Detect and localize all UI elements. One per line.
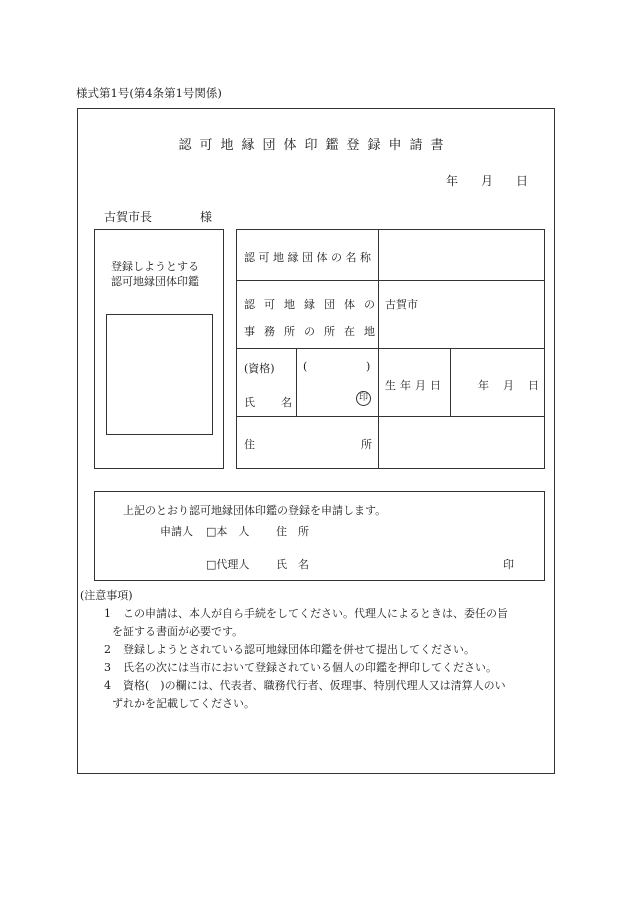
address-label-first-char: 住 [244,438,255,451]
name-label-first-char: 氏 [244,396,255,409]
applicant-label: 申請人 [160,525,193,538]
self-checkbox-option[interactable]: □本 人 [206,525,250,538]
date-month-label: 月 [481,174,494,188]
note-number: 4 [104,679,111,692]
birthdate-day-label: 日 [528,379,539,392]
note-text-continued: を証する書面が必要です。 [112,625,244,638]
addressee-honorific: 様 [200,210,213,224]
seal-impression-area[interactable] [106,314,213,435]
notes-heading: (注意事項) [80,589,133,602]
note-text: この申請は、本人が自ら手続をしてください。代理人によるときは、委任の旨 [123,607,508,620]
qualification-paren-close: ) [366,360,371,373]
org-name-label: 認可地縁団体の名称 [244,251,375,264]
org-name-field[interactable] [386,249,536,265]
note-text: 登録しようとされている認可地縁団体印鑑を併せて提出してください。 [123,643,475,656]
table-rule [236,280,545,281]
note-text: 氏名の次には当市において登録されている個人の印鑑を押印してください。 [123,661,497,674]
birthdate-year-label: 年 [478,379,489,392]
birthdate-month-label: 月 [503,379,514,392]
table-rule [378,229,379,469]
table-rule [450,348,451,416]
note-text-continued: ずれかを記載してください。 [112,697,255,710]
table-rule [236,416,545,417]
applicant-address-label: 住 所 [276,525,309,538]
seal-mark-circle: 印 [356,391,371,406]
birthdate-label: 生年月日 [385,379,445,392]
note-number: 3 [104,661,111,674]
name-label-second-char: 名 [281,396,292,409]
address-field[interactable] [386,430,536,454]
note-text: 資格( )の欄には、代表者、職務代行者、仮理事、特別代理人又は清算人のい [123,679,506,692]
office-label-line1: 認可地縁団体の [244,298,384,311]
table-rule [296,348,297,416]
table-rule [236,348,545,349]
qualification-paren-open: ( [303,360,308,373]
date-day-label: 日 [516,174,529,188]
note-number: 1 [104,607,111,620]
applicant-seal-label: 印 [503,558,514,571]
address-label-second-char: 所 [361,438,372,451]
proxy-checkbox-option[interactable]: □代理人 [206,558,250,571]
addressee-name: 古賀市長 [104,210,153,224]
office-label-line2: 事務所の所在地 [244,325,384,338]
date-year-label: 年 [446,174,459,188]
qualification-label: (資格) [244,362,275,375]
form-title: 認可地縁団体印鑑登録申請書 [178,138,452,153]
application-statement: 上記のとおり認可地縁団体印鑑の登録を申請します。 [123,504,387,517]
seal-box-caption-line1: 登録しようとする [111,260,199,273]
office-location-value[interactable]: 古賀市 [385,298,418,311]
note-number: 2 [104,643,111,656]
applicant-name-label: 氏 名 [276,558,309,571]
seal-box-caption-line2: 認可地縁団体印鑑 [111,275,199,288]
form-number: 様式第1号(第4条第1号関係) [76,86,222,100]
